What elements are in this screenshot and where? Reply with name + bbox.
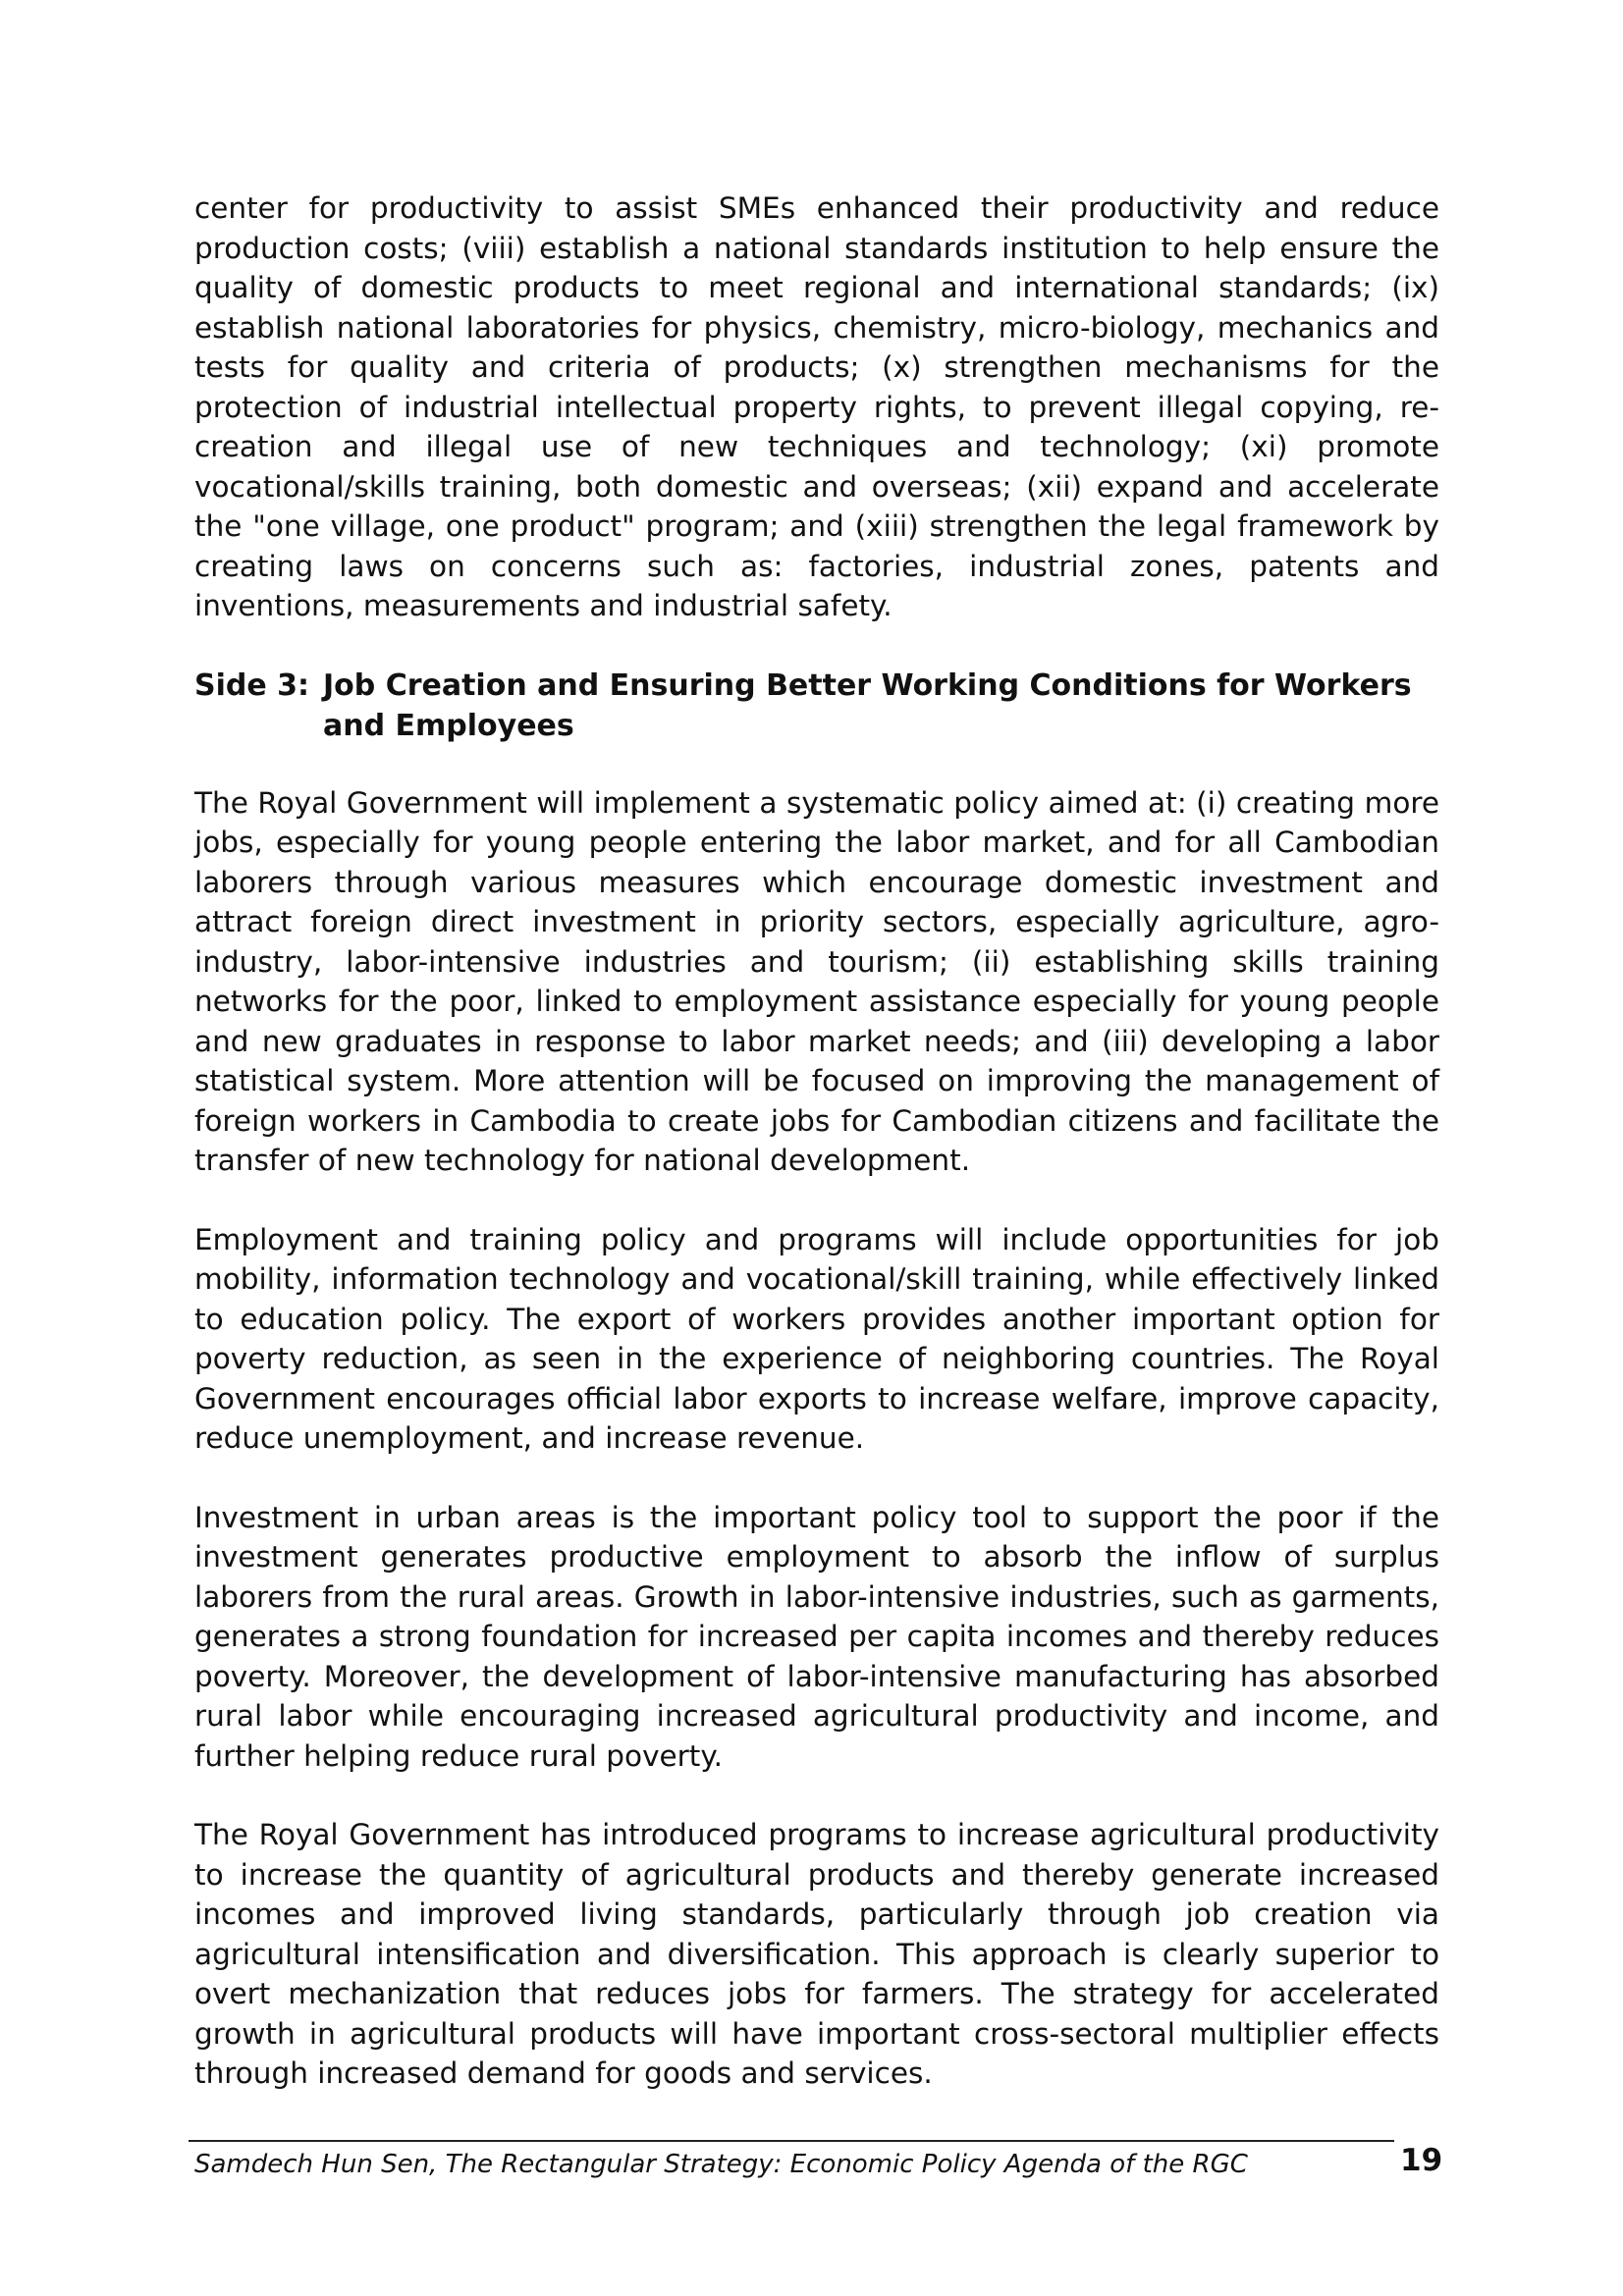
- page-number: 19: [1400, 2143, 1443, 2178]
- footer-divider: [189, 2140, 1394, 2142]
- paragraph-intro: center for productivity to assist SMEs enhanced their productivity and reduce production costs; (viii) establish a national standards institution to help ensure the quality of domestic products to meet regional and international standards; (ix) establish national laboratories for physics, chemistry, micro-biology, mechanics and tests for quality and criteria of products; (x) strengthen mechanisms for the protection of industrial intellectual property rights, to prevent illegal copying, re-creation and illegal use of new techniques and technology; (xi) promote vocational/skills training, both domestic and overseas; (xii) expand and accelerate the "one village, one product" program; and (xiii) strengthen the legal framework by creating laws on concerns such as: factories, industrial zones, patents and inventions, measurements and industrial safety.: [194, 191, 1439, 622]
- paragraph-agricultural-productivity: The Royal Government has introduced programs to increase agricultural productivity to increase the quantity of agricultural products and thereby generate increased incomes and improved living standards, particularly through job creation via agricultural intensification and diversification. This approach is clearly superior to overt mechanization that reduces jobs for farmers. The strategy for accelerated growth in agricultural products will have important cross-sectoral multiplier effects through increased demand for goods and services.: [194, 1818, 1439, 2090]
- paragraph-urban-investment: Investment in urban areas is the important policy tool to support the poor if the investment generates productive employment to absorb the inflow of surplus laborers from the rural areas. Growth in labor-intensive industries, such as garments, generates a strong foundation for increased per capita incomes and thereby reduces poverty. Moreover, the development of labor-intensive manufacturing has absorbed rural labor while encouraging increased agricultural productivity and income, and further helping reduce rural poverty.: [194, 1500, 1439, 1773]
- page-body: [194, 188, 1439, 2094]
- section-heading-label: Side 3:: [194, 667, 310, 703]
- paragraph-job-creation-policy: The Royal Government will implement a systematic policy aimed at: (i) creating more jobs, especially for young people entering the labor market, and for all Cambodian laborers through various measures which encourage domestic investment and attract foreign direct investment in priority sectors, especially agriculture, agro-industry, labor-intensive industries and tourism; (ii) establishing skills training networks for the poor, linked to employment assistance especially for young people and new graduates in response to labor market needs; and (iii) developing a labor statistical system. More attention will be focused on improving the management of foreign workers in Cambodia to create jobs for Cambodian citizens and facilitate the transfer of new technology for national development.: [194, 785, 1439, 1177]
- section-heading: [194, 666, 1439, 746]
- section-heading-title: Job Creation and Ensuring Better Working Conditions for Workers and Employees: [323, 667, 1412, 743]
- footer-citation: Samdech Hun Sen, The Rectangular Strategy: Economic Policy Agenda of the RGC: [194, 2150, 1248, 2179]
- paragraph-employment-training: Employment and training policy and programs will include opportunities for job mobility, information technology and vocational/skill training, while effectively linked to education policy. The export of workers provides another important option for poverty reduction, as seen in the experience of neighboring countries. The Royal Government encourages official labor exports to increase welfare, improve capacity, reduce unemployment, and increase revenue.: [194, 1222, 1439, 1455]
